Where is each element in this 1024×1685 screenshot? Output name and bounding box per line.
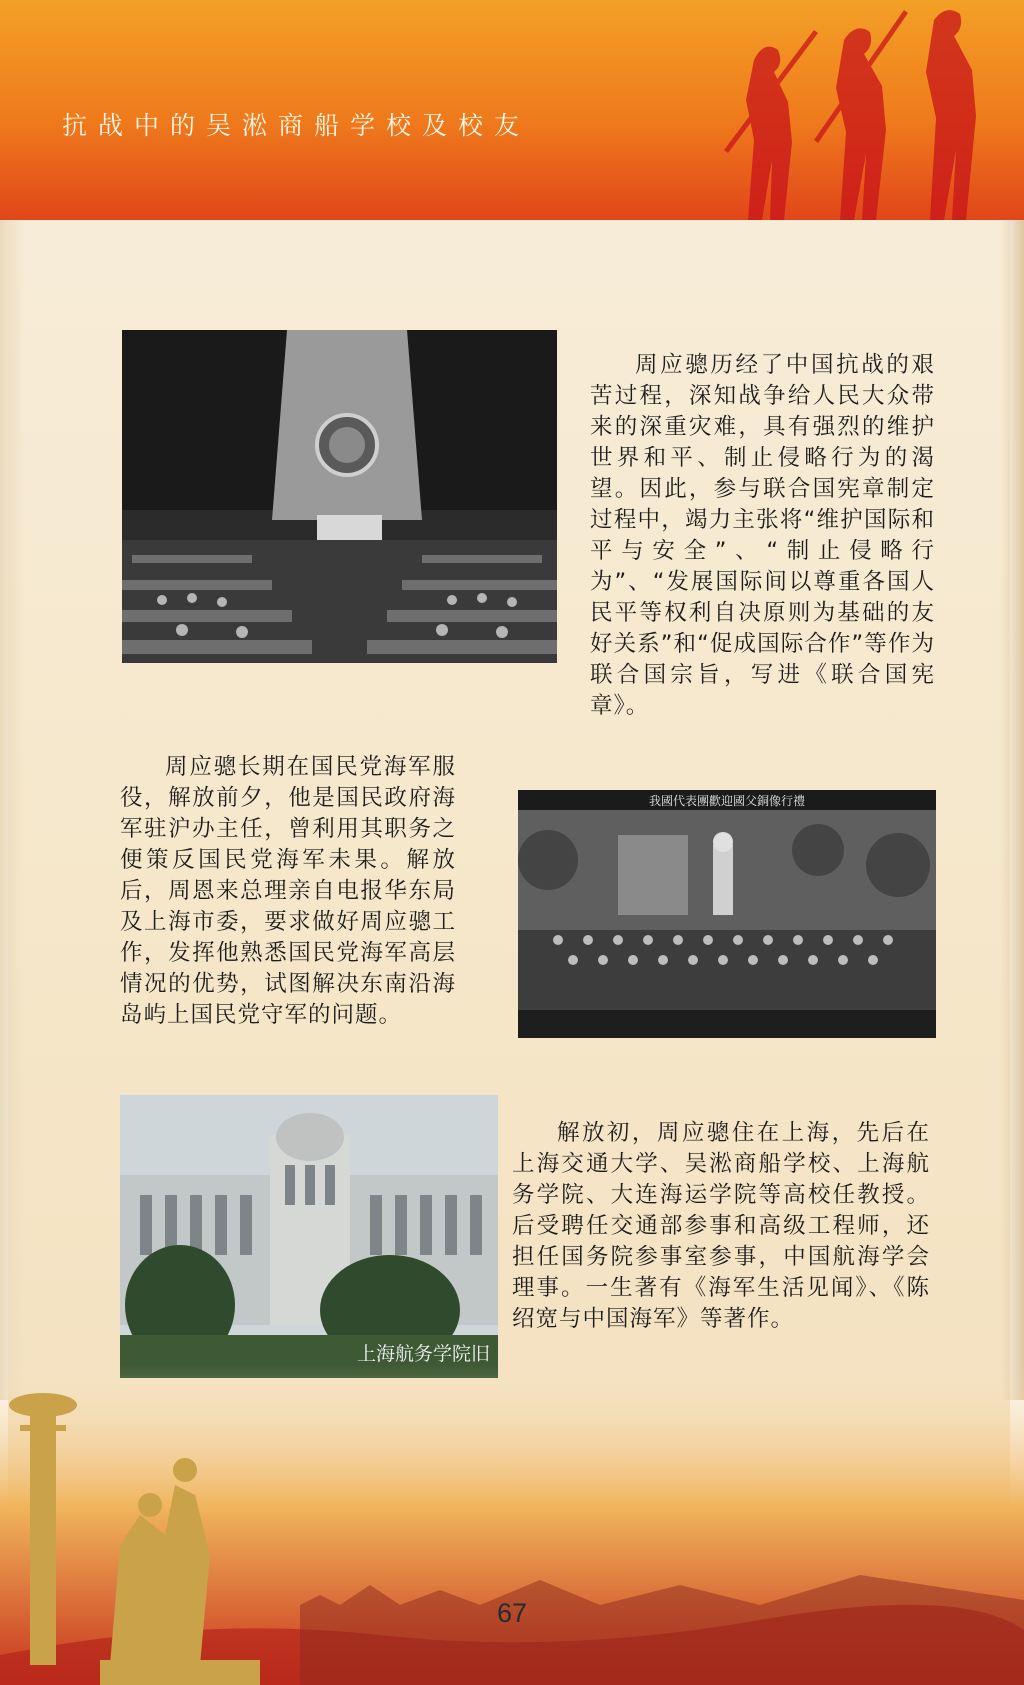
paragraph-navy-service [120,752,456,1031]
soldiers-silhouette-icon [714,0,1014,220]
page-number: 67 [496,1598,528,1628]
paragraph-teaching-career [512,1118,930,1335]
footer-decoration [0,1365,1024,1685]
paragraph-text: 周应骢历经了中国抗战的艰苦过程，深知战争给人民大众带来的深重灾难，具有强烈的维护世界和平、制止侵略行为的渴望。因此，参与联合国宪章制定过程中，竭力主张将“维护国际和平与安全”、“制止侵略行为”、“发展国际间以尊重各国人民平等权利自决原则为基础的友好关系”和“促成国际合作”等作为联合国宗旨，写进《联合国宪章》。 [590,352,935,719]
paragraph-text: 周应骢长期在国民党海军服役，解放前夕，他是国民政府海军驻沪办主任，曾利用其职务之便策反国民党海军未果。解放后，周恩来总理亲自电报华东局及上海市委，要求做好周应骢工作，发挥他熟悉国民党海军高层情况的优势，试图解决东南沿海岛屿上国民党守军的问题。 [120,754,456,1028]
paragraph-un-charter [590,350,935,722]
assembly-hall-photo [122,330,557,663]
paragraph-text: 解放初，周应骢住在上海，先后在上海交通大学、吴淞商船学校、上海航务学院、大连海运学院等高校任教授。后受聘任交通部参事和高级工程师，还担任国务院参事室参事，中国航海学会理事。一生著有《海军生活见闻》、《陈绍宽与中国海军》等著作。 [512,1120,930,1332]
paper-edge-left [0,220,24,1400]
group-photo-caption: 我國代表團歡迎國父銅像行禮 [648,794,806,808]
header-title: 抗战中的吴淞商船学校及校友 [62,111,531,140]
group-photo [518,790,936,1038]
page-header [0,0,1024,220]
paper-edge-right [1000,220,1024,1400]
building-photo [120,1095,498,1378]
building-photo-caption: 上海航务学院旧 [356,1343,490,1365]
